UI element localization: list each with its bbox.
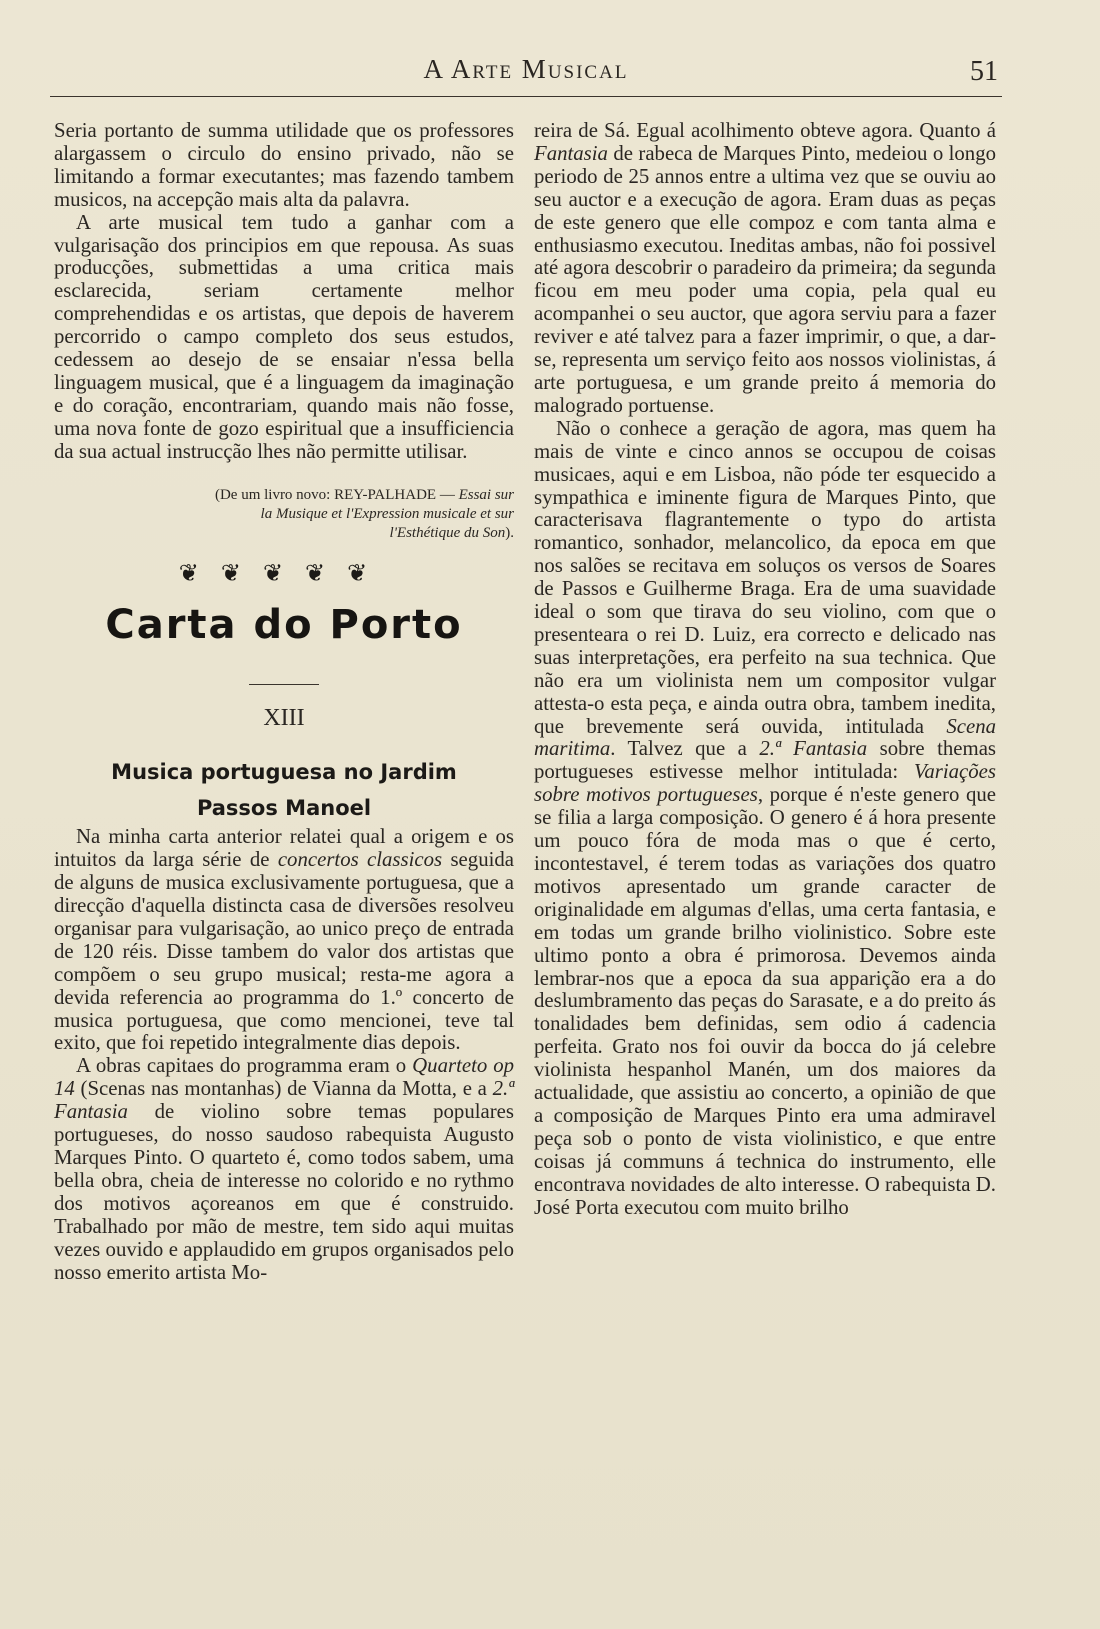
italic-run: Fantasia [534, 141, 608, 165]
text-run: Não o conhece a geração de agora, mas quem ha mais de vinte e cinco annos se occupou de coisas musicaes, aqui e em Lisboa, não póde ter esquecido a sympathica e iminente figura de Marques Pinto, que caracterisava flagrantemente o typo do artista romantico, sonhador, melancolico, da epoca em que nos salões se recitava em soluços os versos de Soares de Passos e Guilherme Braga. Era de uma suavidade ideal o som que tirava do seu violino, com que o presenteara o rei D. Luiz, era correcto e delicado nas suas interpretações, era perfeito na sua technica. Que não era um violinista nem um compositor vulgar attesta-o esta peça, e ainda outra obra, tambem inedita, que brevemente será ouvida, intitulada [534, 416, 996, 738]
citation-suffix: ). [505, 524, 514, 541]
paragraph: A arte musical tem tudo a ganhar com a vulgarisação dos principios em que repousa. As suas producções, submettidas a uma critica mais esclarecida, seriam certamente melhor comprehendidas e os artistas, que depois de haverem percorrido o campo completo dos seus estudos, cedessem ao desejo de se ensaiar n'essa bella linguagem musical, que é a linguagem da imaginação e do coração, encontrariam, quando mais não fosse, uma nova fonte de gozo espiritual que a insufficiencia da sua actual instrucção lhes não permitte utilisar. [54, 210, 514, 463]
citation-author: REY-PALHADE [334, 486, 437, 503]
italic-run: 2.ª Fantasia [759, 737, 868, 761]
page-number: 51 [970, 56, 998, 87]
ornament-divider: ❦❦❦❦❦ [178, 560, 390, 587]
text-run: de rabeca de Marques Pinto, medeiou o longo periodo de 25 annos entre a ultima vez que se ouviu ao seu auctor e a execução de agora. Eram duas as peças de este genero que elle compoz e com tanta alma e enthusiasmo executou. Ineditas ambas, não foi possivel até agora descobrir o paradeiro da primeira; da segunda ficou em meu poder uma copia, pela qual eu acompanhei o seu auctor, que agora serviu para a fazer reviver e até talvez para a fazer imprimir, o que, a dar-se, representa um serviço feito aos nossos violinistas, á arte portuguesa, e um grande preito á memoria do malogrado portuense. [534, 141, 996, 417]
text-run: (Scenas nas montanhas) de Vianna da Motta, e a [74, 1077, 493, 1101]
italic-run: Variações sobre motivos portugueses [534, 760, 996, 807]
paragraph [54, 826, 514, 1055]
text-run: sobre themas portugueses estivesse melhor intitulada: [534, 737, 997, 784]
italic-run: Scena maritima [534, 714, 996, 761]
paragraph: Seria portanto de summa utilidade que os professores alargassem o circulo do ensino privado, não se limitando a formar executantes; mas fazendo tambem musicos, na accepção mais alta da palavra. [54, 119, 514, 211]
subtitle-line: Musica portuguesa no Jardim [111, 760, 457, 785]
italic-run: Quarteto op 14 [54, 1054, 514, 1101]
text-run: Na minha carta anterior relatei qual a origem e os intuitos da larga série de [54, 825, 514, 872]
letter-numeral: XIII [263, 705, 305, 732]
page-header [50, 50, 1002, 94]
text-run: . Talvez que a [610, 737, 760, 761]
header-rule [50, 96, 1002, 97]
paragraph [534, 120, 996, 418]
citation [54, 486, 514, 543]
italic-run: concertos classicos [277, 848, 443, 872]
text-run: de violino sobre temas populares portugueses, do nosso saudoso rabequista Augusto Marques Pinto. O quarteto é, como todos sabem, uma bella obra, cheia de interesse no colorido e no rythmo dos motivos açoreanos em que é construido. Trabalhado por mão de mestre, tem sido aqui muitas vezes ouvido e applaudido em grupos organisados pelo nosso emerito artista Mo- [54, 1100, 514, 1284]
title-rule [249, 684, 319, 685]
text-run: A obras capitaes do programma eram o [76, 1054, 413, 1078]
running-title: A Arte Musical [423, 54, 629, 84]
citation-dash: — [436, 486, 459, 503]
citation-prefix: (De um livro novo: [214, 486, 335, 503]
text-run: reira de Sá. Egual acolhimento obteve agora. Quanto á [534, 119, 996, 142]
section-title: Carta do Porto [105, 601, 463, 648]
left-column [54, 120, 514, 1284]
text-run: seguida de alguns de musica exclusivamente portuguesa, que a direcção d'aquella distincta casa de diversões resolveu organisar para vulgarisação, ao unico preço de entrada de 120 réis. Disse tambem do valor dos artistas que compõem o seu grupo musical; resta-me agora a devida referencia ao programma do 1.º concerto de musica portuguesa, que como mencionei, teve tal exito, que foi repetido integralmente dias depois. [54, 848, 514, 1055]
subtitle-line: Passos Manoel [196, 796, 372, 821]
paragraph [534, 418, 996, 1220]
italic-run: 2.ª Fantasia [54, 1077, 514, 1124]
right-column [534, 120, 996, 1220]
text-run: , porque é n'este genero que se filia a larga composição. O genero é á hora presente um pouco fóra de moda mas o que é certo, incontestavel, é terem todas as variações dos quatro motivos apresentado um grande caracter de originalidade em algumas d'ellas, uma certa fantasia, e em todas um grande brilho violinistico. Sobre este ultimo ponto a obra é primorosa. Devemos ainda lembrar-nos que a epoca da sua apparição era a do deslumbramento das peças do Sarasate, e a do preito ás tonalidades bem definidas, sem odio á cadencia perfeita. Grato nos foi ouvir da bocca do já celebre violinista hespanhol Manén, um dos maiores da actualidade, que assistiu ao concerto, a opinião de que a composição de Marques Pinto era uma admiravel peça sob o ponto de vista violinistico, e que entre coisas já communs á technica do instrumento, elle encontrava novidades de alto interesse. O rabequista D. José Porta executou com muito brilho [534, 783, 996, 1219]
paragraph [54, 1055, 514, 1284]
article-subtitle [54, 754, 514, 826]
citation-work: Essai sur la Musique et l'Expression musicale et sur l'Esthétique du Son [260, 486, 514, 541]
